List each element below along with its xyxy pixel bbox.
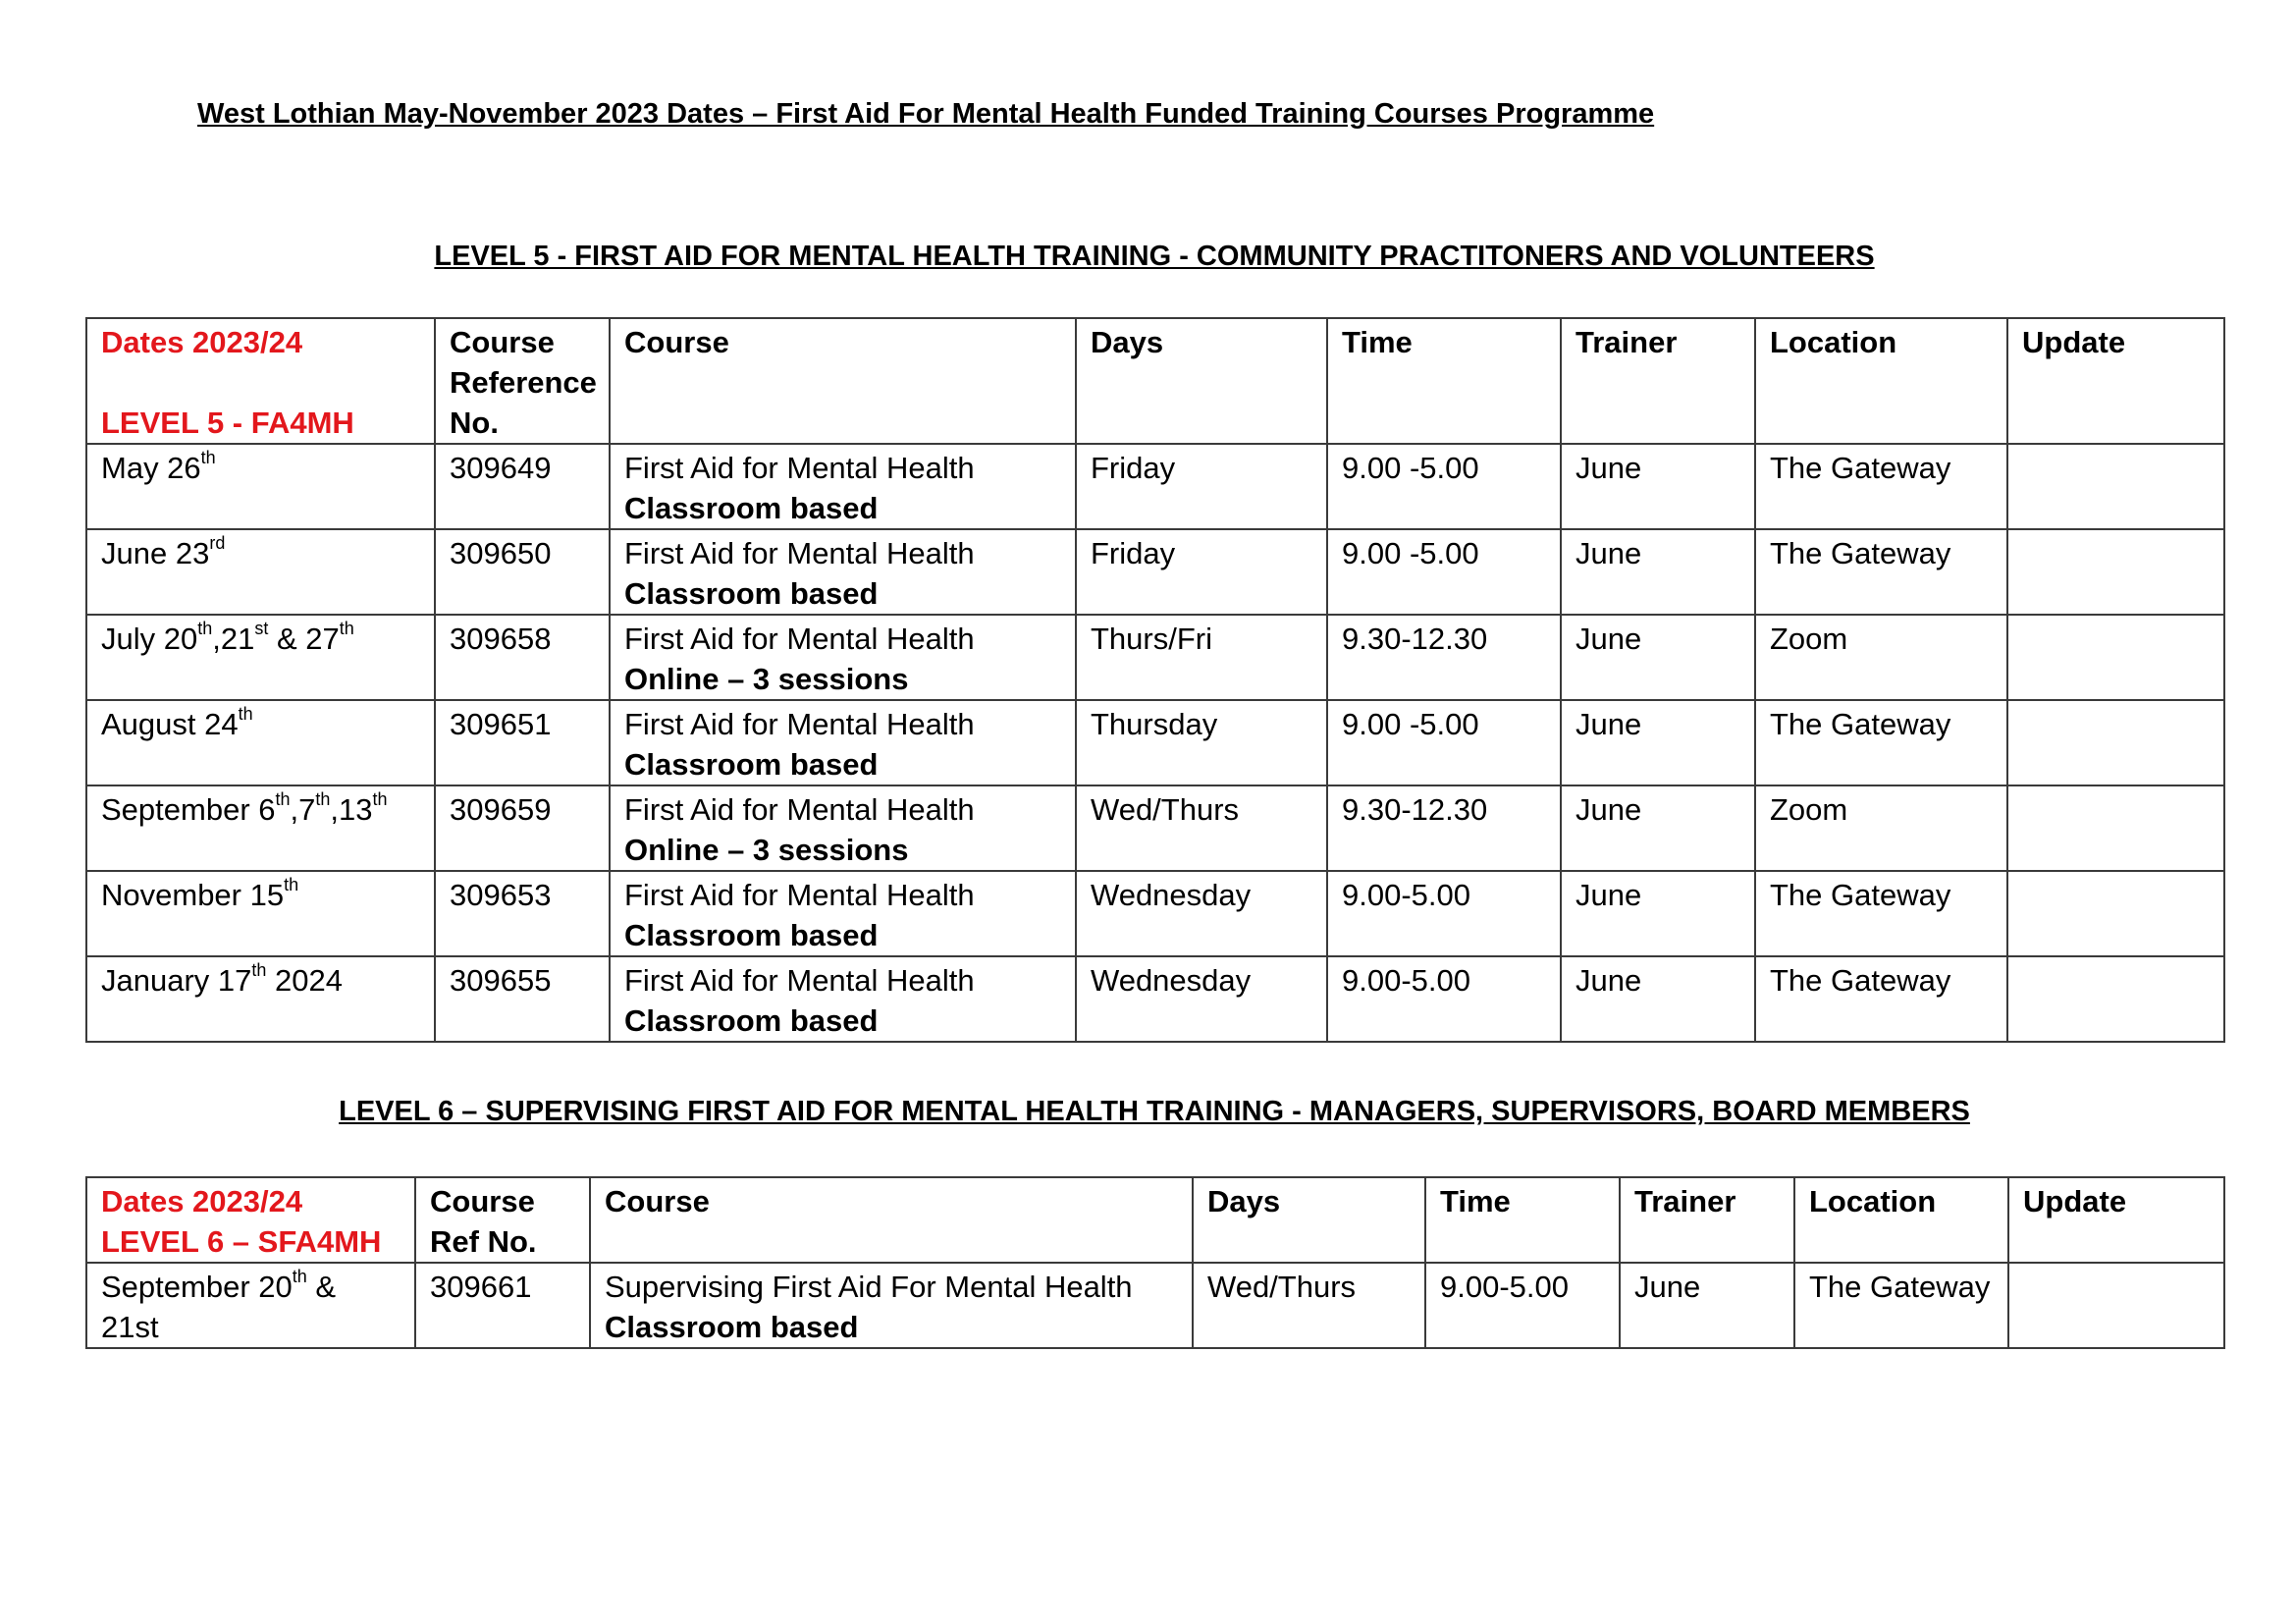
date-cell bbox=[86, 956, 435, 1042]
date-cell bbox=[86, 1263, 415, 1348]
level5-header-row bbox=[86, 318, 2224, 444]
course-ref-cell: 309649 bbox=[435, 444, 610, 529]
location-cell: Zoom bbox=[1755, 785, 2007, 871]
course-cell bbox=[610, 956, 1076, 1042]
course-name: Supervising First Aid For Mental Health bbox=[605, 1270, 1133, 1304]
date-ordinal-suffix: th bbox=[315, 788, 331, 809]
course-ref-cell: 309661 bbox=[415, 1263, 590, 1348]
trainer-cell: June bbox=[1561, 444, 1755, 529]
time-cell: 9.30-12.30 bbox=[1327, 615, 1561, 700]
update-cell bbox=[2008, 1263, 2224, 1348]
update-cell bbox=[2007, 956, 2224, 1042]
table-row bbox=[86, 700, 2224, 785]
course-ref-cell: 309659 bbox=[435, 785, 610, 871]
date-text: & bbox=[306, 1270, 337, 1304]
trainer-cell: June bbox=[1561, 529, 1755, 615]
course-name: First Aid for Mental Health bbox=[624, 707, 975, 741]
course-format: Classroom based bbox=[624, 576, 879, 611]
date-ordinal-suffix: th bbox=[275, 788, 291, 809]
course-format: Classroom based bbox=[624, 918, 879, 952]
time-cell: 9.30-12.30 bbox=[1327, 785, 1561, 871]
dates-header-level: LEVEL 6 – SFA4MH bbox=[101, 1224, 382, 1259]
trainer-cell: June bbox=[1561, 700, 1755, 785]
date-cell bbox=[86, 700, 435, 785]
days-cell: Thurs/Fri bbox=[1076, 615, 1327, 700]
course-name: First Aid for Mental Health bbox=[624, 792, 975, 827]
level6-heading: LEVEL 6 – SUPERVISING FIRST AID FOR MENTAL HEALTH TRAINING - MANAGERS, SUPERVISORS, BOARD MEMBERS bbox=[339, 1096, 1970, 1127]
date-ordinal-suffix: th bbox=[292, 1266, 307, 1286]
location-header: Location bbox=[1794, 1177, 2008, 1263]
course-name: First Aid for Mental Health bbox=[624, 878, 975, 912]
date-text: ,13 bbox=[330, 792, 373, 827]
table-row bbox=[86, 444, 2224, 529]
date-text: June 23 bbox=[101, 536, 210, 570]
trainer-cell: June bbox=[1561, 956, 1755, 1042]
date-text: ,7 bbox=[290, 792, 316, 827]
date-text: ,21 bbox=[212, 622, 255, 656]
level5-table bbox=[85, 317, 2225, 1043]
table-row bbox=[86, 956, 2224, 1042]
days-cell: Wednesday bbox=[1076, 871, 1327, 956]
date-text: November 15 bbox=[101, 878, 285, 912]
dates-header bbox=[86, 1177, 415, 1263]
level6-table bbox=[85, 1176, 2225, 1349]
trainer-cell: June bbox=[1561, 785, 1755, 871]
time-cell: 9.00 -5.00 bbox=[1327, 700, 1561, 785]
course-format: Classroom based bbox=[605, 1310, 859, 1344]
course-cell bbox=[610, 444, 1076, 529]
course-ref-cell: 309655 bbox=[435, 956, 610, 1042]
date-cell bbox=[86, 615, 435, 700]
location-cell: The Gateway bbox=[1794, 1263, 2008, 1348]
days-cell: Wed/Thurs bbox=[1076, 785, 1327, 871]
ref-header-line2: Reference bbox=[450, 365, 597, 400]
location-cell: The Gateway bbox=[1755, 871, 2007, 956]
table-row bbox=[86, 1263, 2224, 1348]
date-ordinal-suffix: th bbox=[197, 618, 213, 638]
trainer-cell: June bbox=[1561, 615, 1755, 700]
date-text: & 27 bbox=[268, 622, 340, 656]
course-format: Classroom based bbox=[624, 747, 879, 782]
location-cell: The Gateway bbox=[1755, 956, 2007, 1042]
time-header: Time bbox=[1327, 318, 1561, 444]
ref-header bbox=[435, 318, 610, 444]
days-header: Days bbox=[1193, 1177, 1425, 1263]
course-cell bbox=[610, 785, 1076, 871]
trainer-header: Trainer bbox=[1620, 1177, 1794, 1263]
ref-header bbox=[415, 1177, 590, 1263]
date-text: May 26 bbox=[101, 451, 201, 485]
update-cell bbox=[2007, 785, 2224, 871]
location-header: Location bbox=[1755, 318, 2007, 444]
ref-header-line1: Course bbox=[450, 325, 555, 359]
date-text: August 24 bbox=[101, 707, 239, 741]
course-name: First Aid for Mental Health bbox=[624, 622, 975, 656]
date-text: July 20 bbox=[101, 622, 198, 656]
level6-header-row bbox=[86, 1177, 2224, 1263]
date-ordinal-suffix: rd bbox=[209, 532, 226, 553]
course-format: Online – 3 sessions bbox=[624, 662, 909, 696]
days-cell: Friday bbox=[1076, 529, 1327, 615]
table-row bbox=[86, 871, 2224, 956]
course-ref-cell: 309653 bbox=[435, 871, 610, 956]
date-ordinal-suffix: th bbox=[284, 874, 299, 894]
ref-header-line2: Ref No. bbox=[430, 1224, 537, 1259]
page-title: West Lothian May-November 2023 Dates – First Aid For Mental Health Funded Training Courses Programme bbox=[197, 98, 1655, 130]
update-cell bbox=[2007, 444, 2224, 529]
table-row bbox=[86, 529, 2224, 615]
date-cell bbox=[86, 444, 435, 529]
trainer-header: Trainer bbox=[1561, 318, 1755, 444]
update-cell bbox=[2007, 871, 2224, 956]
update-cell bbox=[2007, 615, 2224, 700]
dates-header-level: LEVEL 5 - FA4MH bbox=[101, 406, 354, 440]
date-text: January 17 bbox=[101, 963, 252, 998]
dates-header bbox=[86, 318, 435, 444]
dates-header-year: Dates 2023/24 bbox=[101, 1184, 303, 1218]
course-header: Course bbox=[610, 318, 1076, 444]
trainer-cell: June bbox=[1561, 871, 1755, 956]
location-cell: The Gateway bbox=[1755, 444, 2007, 529]
time-cell: 9.00-5.00 bbox=[1327, 956, 1561, 1042]
date-ordinal-suffix: th bbox=[372, 788, 388, 809]
update-header: Update bbox=[2008, 1177, 2224, 1263]
date-text: September 20 bbox=[101, 1270, 293, 1304]
trainer-cell: June bbox=[1620, 1263, 1794, 1348]
date-text: 2024 bbox=[266, 963, 343, 998]
update-cell bbox=[2007, 700, 2224, 785]
course-format: Classroom based bbox=[624, 491, 879, 525]
course-ref-cell: 309650 bbox=[435, 529, 610, 615]
table-row bbox=[86, 615, 2224, 700]
course-format: Classroom based bbox=[624, 1003, 879, 1038]
date-cell bbox=[86, 529, 435, 615]
location-cell: The Gateway bbox=[1755, 700, 2007, 785]
course-cell bbox=[610, 871, 1076, 956]
location-cell: The Gateway bbox=[1755, 529, 2007, 615]
date-ordinal-suffix: th bbox=[251, 959, 267, 980]
date-cell bbox=[86, 785, 435, 871]
date-ordinal-suffix: th bbox=[238, 703, 253, 724]
course-cell bbox=[610, 700, 1076, 785]
course-header: Course bbox=[590, 1177, 1193, 1263]
days-header: Days bbox=[1076, 318, 1327, 444]
course-name: First Aid for Mental Health bbox=[624, 963, 975, 998]
ref-header-line3: No. bbox=[450, 406, 499, 440]
course-cell bbox=[610, 529, 1076, 615]
date-text: September 6 bbox=[101, 792, 276, 827]
location-cell: Zoom bbox=[1755, 615, 2007, 700]
update-header: Update bbox=[2007, 318, 2224, 444]
date-ordinal-suffix: st bbox=[254, 618, 269, 638]
date-text: 21st bbox=[101, 1310, 159, 1344]
course-cell bbox=[610, 615, 1076, 700]
days-cell: Friday bbox=[1076, 444, 1327, 529]
date-ordinal-suffix: th bbox=[200, 447, 216, 467]
course-ref-cell: 309651 bbox=[435, 700, 610, 785]
time-cell: 9.00-5.00 bbox=[1327, 871, 1561, 956]
course-cell bbox=[590, 1263, 1193, 1348]
time-header: Time bbox=[1425, 1177, 1620, 1263]
ref-header-line1: Course bbox=[430, 1184, 535, 1218]
time-cell: 9.00 -5.00 bbox=[1327, 529, 1561, 615]
course-format: Online – 3 sessions bbox=[624, 833, 909, 867]
update-cell bbox=[2007, 529, 2224, 615]
course-ref-cell: 309658 bbox=[435, 615, 610, 700]
date-cell bbox=[86, 871, 435, 956]
time-cell: 9.00 -5.00 bbox=[1327, 444, 1561, 529]
time-cell: 9.00-5.00 bbox=[1425, 1263, 1620, 1348]
date-ordinal-suffix: th bbox=[339, 618, 354, 638]
days-cell: Thursday bbox=[1076, 700, 1327, 785]
course-name: First Aid for Mental Health bbox=[624, 536, 975, 570]
days-cell: Wednesday bbox=[1076, 956, 1327, 1042]
days-cell: Wed/Thurs bbox=[1193, 1263, 1425, 1348]
level5-heading: LEVEL 5 - FIRST AID FOR MENTAL HEALTH TRAINING - COMMUNITY PRACTITONERS AND VOLUNTEERS bbox=[434, 241, 1875, 272]
course-name: First Aid for Mental Health bbox=[624, 451, 975, 485]
table-row bbox=[86, 785, 2224, 871]
dates-header-year: Dates 2023/24 bbox=[101, 325, 303, 359]
